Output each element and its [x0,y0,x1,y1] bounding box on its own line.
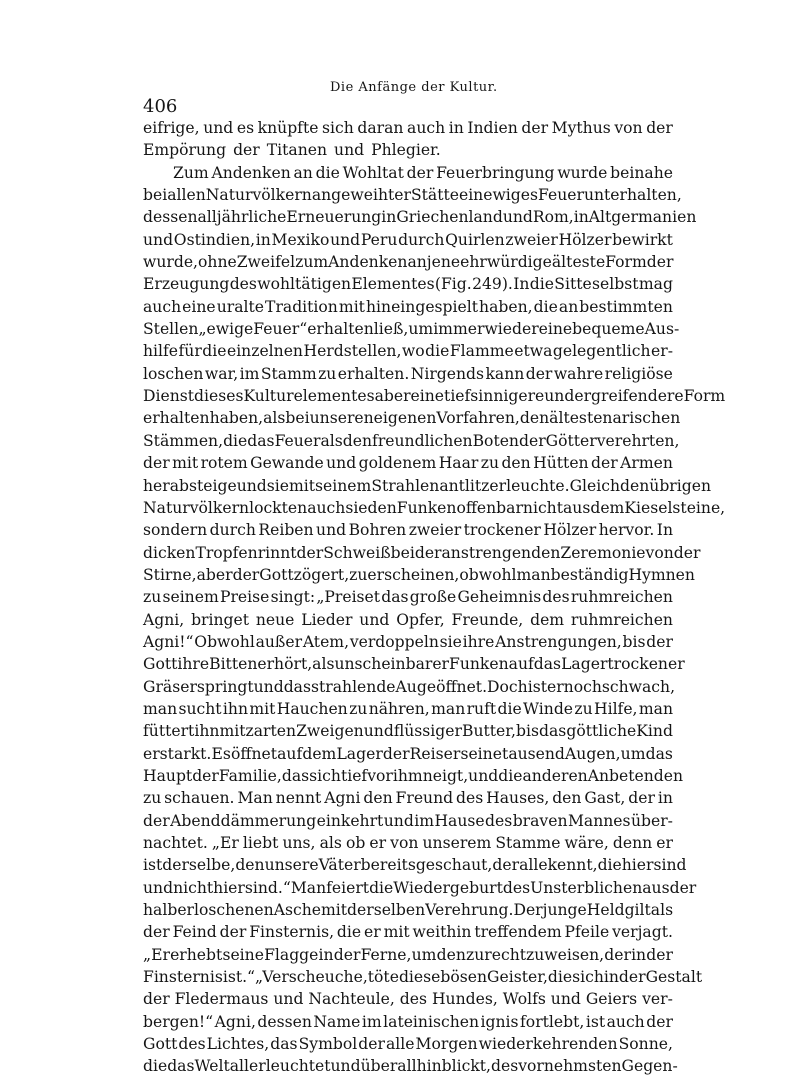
text-line: auch eine uralte Tradition mit hineingespielt haben, die an bestimmten [143,297,673,316]
text-line: und Ostindien, in Mexiko und Peru durch Quirlen zweier Hölzer bewirkt [143,230,673,249]
text-line: dessen alljährliche Erneuerung in Griechenland und Rom, in Altgermanien [143,208,697,227]
text-line: dicken Tropfen rinnt der Schweiß bei der anstrengenden Zeremonie von der [143,543,701,562]
text-line: eifrige, und es knüpfte sich daran auch in Indien der Mythus von der [143,119,673,137]
text-line: Gräser springt und das strahlende Auge öffnet. Doch ist er noch schwach, [143,677,676,696]
text-line: Stellen „ewige Feuer“ erhalten ließ, um immer wieder eine bequeme Aus- [143,320,680,339]
text-line: und nicht hier sind.“ Man feiert die Wiedergeburt des Unsterblichen aus der [143,878,697,897]
text-line: Agni, bringet neue Lieder und Opfer, Freunde, dem ruhmreichen [143,610,673,629]
text-line: herabsteige und sie mit seinem Strahlenantlitz erleuchte. Gleich den übrigen [143,476,712,495]
running-title: Die Anfänge der Kultur. [330,80,498,95]
text-line: halb erloschenen Asche mit derselben Verehrung. Der junge Held gilt als [143,901,674,920]
text-line: Haupt der Familie, das sich tief vor ihm neigt, und die anderen Anbetenden [143,766,684,785]
text-line: Zum Andenken an die Wohltat der Feuerbringung wurde beinahe [173,163,673,182]
text-line: ist derselbe, den unsere Väter bereits geschaut, der alle kennt, die hier sind [143,856,687,875]
text-line: hilfe für die einzelnen Herdstellen, wo die Flamme etwa gelegentlich er- [143,342,673,361]
text-line: der Abenddämmerung einkehrt und im Hause des braven Mannes über- [143,811,673,830]
text-line: zu schauen. Man nennt Agni den Freund des Hauses, den Gast, der in [143,789,673,808]
page-number: 406 [143,96,178,117]
text-line: der Fledermaus und Nachteule, des Hundes, Wolfs und Geiers ver- [143,990,673,1009]
text-line: loschen war, im Stamm zu erhalten. Nirgends kann der wahre religiöse [143,364,673,383]
text-line: man sucht ihn mit Hauchen zu nähren, man ruft die Winde zu Hilfe, man [143,699,673,718]
text-line: nachtet. „Er liebt uns, als ob er von unserem Stamme wäre, denn er [143,834,673,852]
text-line: erstarkt. Es öffnet auf dem Lager der Reiser seine tausend Augen, um das [143,744,673,763]
text-line: die das Weltall erleuchtet und überall hinblickt, des vornehmsten Gegen- [143,1057,678,1076]
text-line: Erzeugung des wohltätigen Elementes (Fig. 249). In die Sitte selbst mag [143,275,673,294]
text-line: Stämmen, die das Feuer als den freundlichen Boten der Götter verehrten, [143,431,680,450]
text-line: bei allen Naturvölkern an geweihter Stätte ein ewiges Feuer unterhalten, [143,186,682,205]
text-line: Stirne, aber der Gott zögert, zu erscheinen, obwohl man beständig Hymnen [143,565,695,584]
body-text [143,117,726,1078]
text-line: Gott ihre Bitten erhört, als unscheinbarer Funken auf das Lager trockener [143,655,685,674]
text-line: zu seinem Preise singt: „Preiset das große Geheimnis des ruhmreichen [143,588,673,607]
text-line: der mit rotem Gewande und goldenem Haar zu den Hütten der Armen [143,454,673,473]
text-line: der Feind der Finsternis, die er mit weithin treffendem Pfeile verjagt. [143,923,673,942]
text-line: „Er erhebt seine Flagge in der Ferne, um den zurechtzuweisen, der in der [143,945,673,964]
text-line: erhalten haben, als bei unseren eigenen Vorfahren, den ältesten arischen [143,409,681,428]
text-line: Empörung der Titanen und Phlegier. [143,141,441,160]
text-line: Finsternis ist.“ „Verscheuche, töte diese bösen Geister, die sich in der Gestalt [143,968,703,987]
text-line: bergen!“ Agni, dessen Name im lateinischen ignis fortlebt, ist auch der [143,1012,673,1031]
text-line: Gott des Lichtes, das Symbol der alle Morgen wiederkehrenden Sonne, [143,1035,673,1054]
text-line: sondern durch Reiben und Bohren zweier trockener Hölzer hervor. In [143,521,673,540]
text-line: Agni!“ Obwohl außer Atem, verdoppeln sie ihre Anstrengungen, bis der [143,632,673,651]
text-line: füttert ihn mit zarten Zweigen und flüssiger Butter, bis das göttliche Kind [143,722,673,741]
text-line: Dienst dieses Kulturelementes aber eine tiefsinnigere und ergreifendere Form [143,387,726,406]
text-line: wurde, ohne Zweifel zum Andenken an jene ehrwürdige älteste Form der [143,253,674,272]
text-line: Naturvölkern lockten auch sie den Funken offenbar nicht aus dem Kieselsteine, [143,498,726,517]
